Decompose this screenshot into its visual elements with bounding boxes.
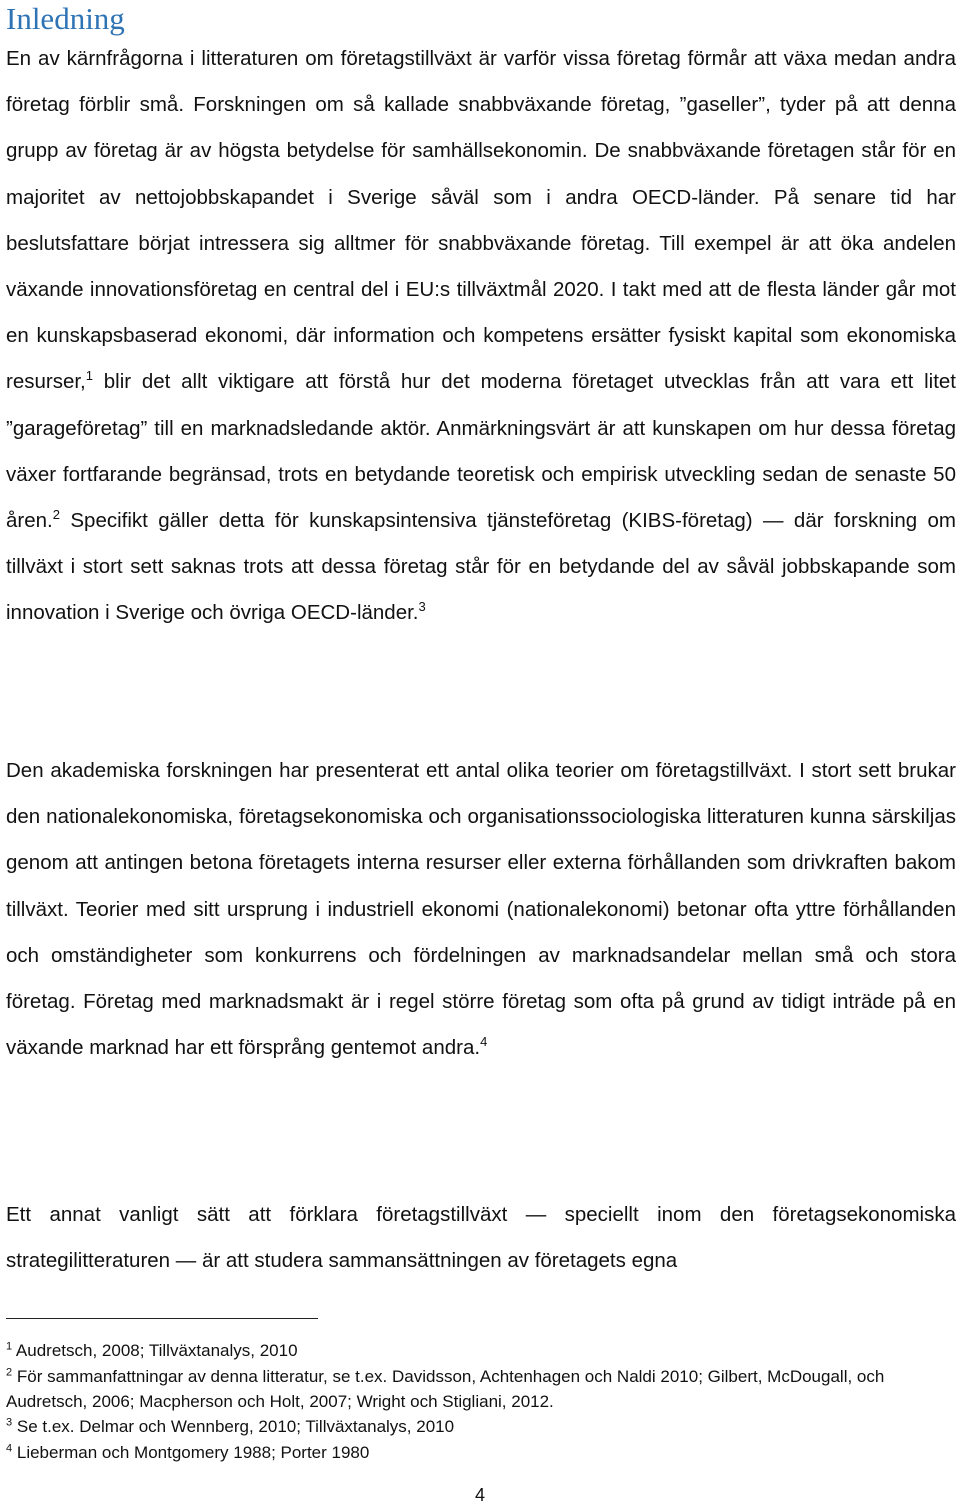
footnote-4 [6,1440,956,1465]
page-number: 4 [474,1485,485,1505]
footnote-3 [6,1414,956,1439]
footnote-number: 2 [6,1366,13,1379]
footnote-text: Audretsch, 2008; Tillväxtanalys, 2010 [15,1341,298,1360]
footnote-number: 3 [6,1416,13,1429]
footnote-ref: 4 [480,1034,488,1050]
section-heading: Inledning [6,1,125,36]
paragraph-text: Ett annat vanligt sätt att förklara företagstillväxt — speciellt inom den företagsekonomiska strategilitteraturen — är att studera sammansättningen av företagets egna [6,1203,956,1273]
paragraph-text: Den akademiska forskningen har presenterat ett antal olika teorier om företagstillväxt. I stort sett brukar den nationalekonomiska, företagsekonomiska och organisationssociologiska litteraturen kunna särskiljas genom att antingen betona företagets interna resurser eller externa förhållanden som drivkraften bakom tillväxt. Teorier med sitt ursprung i industriell ekonomi (nationalekonomi) betonar ofta yttre förhållanden och omständigheter som konkurrens och fördelningen av marknadsandelar mellan små och stora företag. Företag med marknadsmakt är i regel större företag som ofta på grund av tidigt inträde på en växande marknad har ett försprång gentemot andra. [6,759,956,1060]
footnote-separator [6,1318,318,1319]
footnote-1 [6,1338,956,1363]
paragraph-text: En av kärnfrågorna i litteraturen om företagstillväxt är varför vissa företag förmår att växa medan andra företag förblir små. Forskningen om så kallade snabbväxande företag, ”gaseller”, tyder på att denna grupp av företag är av högsta betydelse för samhällsekonomin. De snabbväxande företagen står för en majoritet av nettojobbskapandet i Sverige såväl som i andra OECD-länder. På senare tid har beslutsfattare börjat intressera sig alltmer för snabbväxande företag. Till exempel är att öka andelen växande innovationsföretag en central del i EU:s tillväxtmål 2020. I takt med att de flesta länder går mot en kunskapsbaserad ekonomi, där information och kompetens ersätter fysiskt kapital som ekonomiska resurser, [6,47,956,394]
paragraph-text: blir det allt viktigare att förstå hur det moderna företaget utvecklas från att vara ett litet ”garageföretag” till en marknadsledande aktör. Anmärkningsvärt är att kunskapen om hur dessa företag växer fortfarande begränsad, trots en betydande teoretisk och empirisk utveckling sedan de senaste 50 åren. [6,370,956,533]
paragraph-3 [6,1192,956,1284]
paragraph-1 [6,36,956,637]
footnote-number: 1 [6,1340,13,1353]
footnote-text: Se t.ex. Delmar och Wennberg, 2010; Tillväxtanalys, 2010 [16,1417,455,1436]
footnote-number: 4 [6,1442,13,1455]
footnote-ref: 3 [418,599,426,615]
paragraph-2 [6,748,956,1071]
footnote-2 [6,1364,956,1414]
footnote-text: Lieberman och Montgomery 1988; Porter 1980 [16,1443,370,1462]
footnote-text: För sammanfattningar av denna litteratur, se t.ex. Davidsson, Achtenhagen och Naldi 2010; Gilbert, McDougall, och Audretsch, 2006; Macpherson och Holt, 2007; Wright och Stigliani, 2012. [6,1367,885,1411]
footnote-ref: 2 [52,507,60,523]
footnote-ref: 1 [85,368,93,384]
paragraph-text: Specifikt gäller detta för kunskapsintensiva tjänsteföretag (KIBS-företag) — där forskning om tillväxt i stort sett saknas trots att dessa företag står för en betydande del av såväl jobbskapande som innovation i Sverige och övriga OECD-länder. [6,509,956,625]
